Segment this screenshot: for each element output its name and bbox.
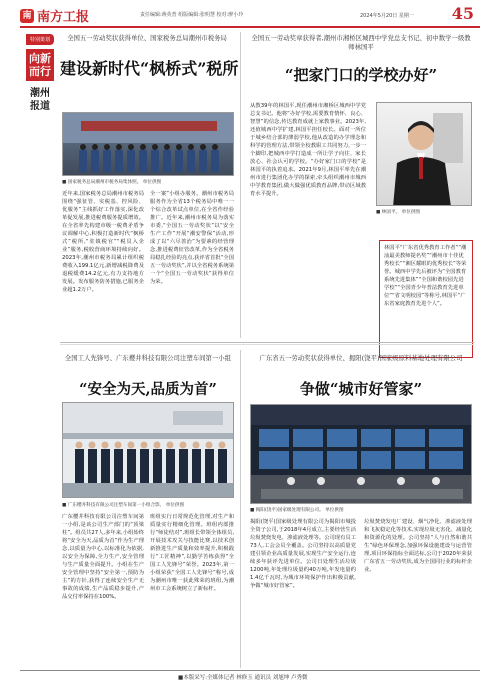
group-photo-image (63, 113, 234, 176)
article4-body-right: 垃圾焚烧发电厂建设、烟气净化、渗滤液处理和飞灰稳定化等技术,实现垃圾无害化、减量化和资源化的处理。公司坚持“人与自然和谐共生”绿色环保理念,加强环保设施建设与运营管理,项目环保指标全面达标,公司于2020年荣获广东省五一劳动奖状,成为全国同行业的标杆企业。 (364, 519, 472, 573)
article4-headline[interactable]: 争做“城市好管家” (299, 380, 423, 398)
article3-caption: ■ 广东樱井科技有限公司注塑车间第一小组合影。 单位供图 (62, 503, 185, 508)
article2-highlight-box: 林国平“广东省优秀教育工作者”“潮汕最美教师提名奖”“潮州市十佳优秀校长”“湘区耀眼的优秀校长”等荣誉。城西中学先后被评为“全国教育系统先进集体”“全国和谐校园先进学校”“全国青少年普法教育先进单位”“省文明校园”等称号,林国平“广东省家庭教育先进个人”。 (379, 240, 473, 358)
footer-rule (20, 670, 480, 671)
article1-body-left: 近年来,国家税务总局潮州市税务局围绕“强征管、实税基、控风险、优服务”主线抓好工作落实,深化改革促发展,推进税费服务提质增效。在全省率先构建市级一税费矛盾争议调解中心,积极打造新时代“枫桥式”税所,“驻镇税官”“税员入企业”服务,税收营商环境持续向好。2023年,潮州市税务局累计组织税费收入199.1亿元,新增减税降费及退税缓费14.2亿元,有力支持地方发展。发布服务防务措施,已服务企业超1.2万户。 (62, 191, 144, 293)
section-tag: 特别策划 (26, 34, 54, 45)
team-photo-image (63, 403, 234, 498)
top-rule (20, 26, 480, 28)
article1-subhead: 全国五一劳动奖状获得单位、国家税务总局潮州市税务局 (67, 34, 227, 42)
article4-body-left: 揭阳(饶平)国家级处理有限公司为揭阳市城投全资子公司,于2018年4月成立,主要经营生活垃圾焚烧发电、渗滤液处理等。公司现有员工73人,工会会员全覆盖。公司坚持以高质量党建引领企业高质量发展,实现生产安全运行,连续多年获评先进单位。公司日处理生活垃圾1200吨,年处理垃圾量约40万吨,年发电量约1.4亿千瓦时,为城市环境保护作出积极贡献,争做“城市好管家”。 (250, 519, 356, 589)
logo-icon: 南 (20, 9, 34, 23)
section-band (26, 34, 54, 113)
article4-photo (250, 404, 472, 504)
article2-headline[interactable]: “把家门口的学校办好” (284, 66, 438, 84)
article3-headline[interactable]: “安全为天,品质为首” (79, 381, 217, 398)
control-room-image (251, 405, 472, 504)
section-divider (60, 342, 474, 343)
section-title: 向新而行 (26, 49, 54, 81)
article4-subhead: 广东省五一劳动奖状获得单位、揭阳(饶平)国家级原料基地处理有限公司 (259, 354, 463, 362)
portrait-image (377, 103, 472, 206)
issue-date: 2024年5月20日 星期一 (360, 13, 414, 19)
article4-caption: ■ 揭阳(饶平)国家级处理有限公司。 单位供图 (250, 508, 344, 513)
article1-headline[interactable]: 建设新时代“枫桥式”税所 (60, 59, 239, 78)
column-divider-bottom (240, 350, 241, 668)
article2-subhead: 全国五一劳动奖章获得者,潮州市湘桥区城西中学党总支书记、初中数学一级教师林国平 (251, 34, 471, 51)
article1-photo (62, 112, 234, 176)
column-divider-top (240, 32, 241, 338)
logo-text: 南方工报 (37, 10, 90, 25)
article2-body-left: 从教39年的林国平,现任潮州市湘桥区城西中学党总支书记。他将“办好学校,需要教育情怀、良心、智慧”的信念,传达教育成就上家教事业。2023年,还值城西中学扩建,林国平担任校长。面对一所位于城乡结合部的薄弱学校,他从改造的办学理念和科学的管理方法,带领全校教职工共同努力,一步一个脚印,把城西中学打造成一所让学子向往、家长放心、社会认可的学校。“办好家门口的学校”是林国平的执着追求。2021年9月,林国平率先在潮州市进行集团化办学的探索,牵头组织潮州市城西中学教育集团,做大做强优质教育品牌,带动区域教育水平提升。 (250, 103, 366, 197)
article3-body-right: 班组实行日常规范化管理,对生产和质量实行精细化管理。班组内部推行“师徒结对”,班组长带领全体组员,开展技术攻关与技能比赛,以技术创新推进生产质量和效率提升,积极践行“工匠精神”,以勤学苦练获得“全国工人先锋号”荣誉。2023年,第一小组荣获“全国工人先锋号”称号,成为潮州市唯一获此殊荣的班组,为潮州市工会系统树立了新标杆。 (150, 514, 234, 592)
article1-caption: ■ 国家税务总局潮州市税务局集体照。 单位供图 (62, 180, 162, 185)
editor-credits: 责任编辑:蒋英普 组版编辑:张明慧 校对:廖小玲 (140, 12, 244, 18)
article2-photo (376, 102, 472, 206)
page-number: 45 (451, 4, 474, 23)
article2-caption: ■ 林国平。 单位供图 (376, 210, 421, 215)
article3-body-left: 广东樱井科技有限公司注塑车间第一小组,是该公司生产部门的“顶梁柱”。组员共27人,多年来,小组始终将“安全为天,品质为首”作为生产理念,以质量为中心,以标准化为依据,以安全为保障,全力生产,安全管理与生产质量全面提升。小组在生产安全管理中坚持“安全第一,预防为主”的方针,获得了连续安全生产无事故的成绩,生产品质稳步提升,产品交付率保持在100%。 (62, 514, 144, 600)
byline-footer: ■本版采写:全媒体记者 林修玉 通讯员 刘旭坤 卢秀微 (178, 675, 308, 681)
masthead (20, 6, 480, 26)
section-subtitle: 潮州报道 (30, 88, 50, 112)
section-divider-secondary (60, 344, 474, 345)
article3-subhead: 全国工人先锋号、广东樱井科技有限公司注塑车间第一小组 (64, 354, 232, 362)
article3-photo (62, 402, 234, 498)
newspaper-logo (20, 6, 89, 25)
article1-body-right: 全一案”小组办服务。潮州市税务局服务作为全省13个税务局中唯一一个综合改革试点单位,在全省作经验推广。近年来,潮州市税务局为落实市委,“全国五一劳动奖状”以“安全生产工作”开展“潮安警保”活动,形成了以“六尽善治”为要素的经营理念,推进税费征管改革,作为全省税务局稳扎经验的亮点,获评省首批“全国五一劳动奖状”,并以全省税务系统第一个“全国五一劳动奖状”获得单位为荣。 (150, 191, 234, 285)
